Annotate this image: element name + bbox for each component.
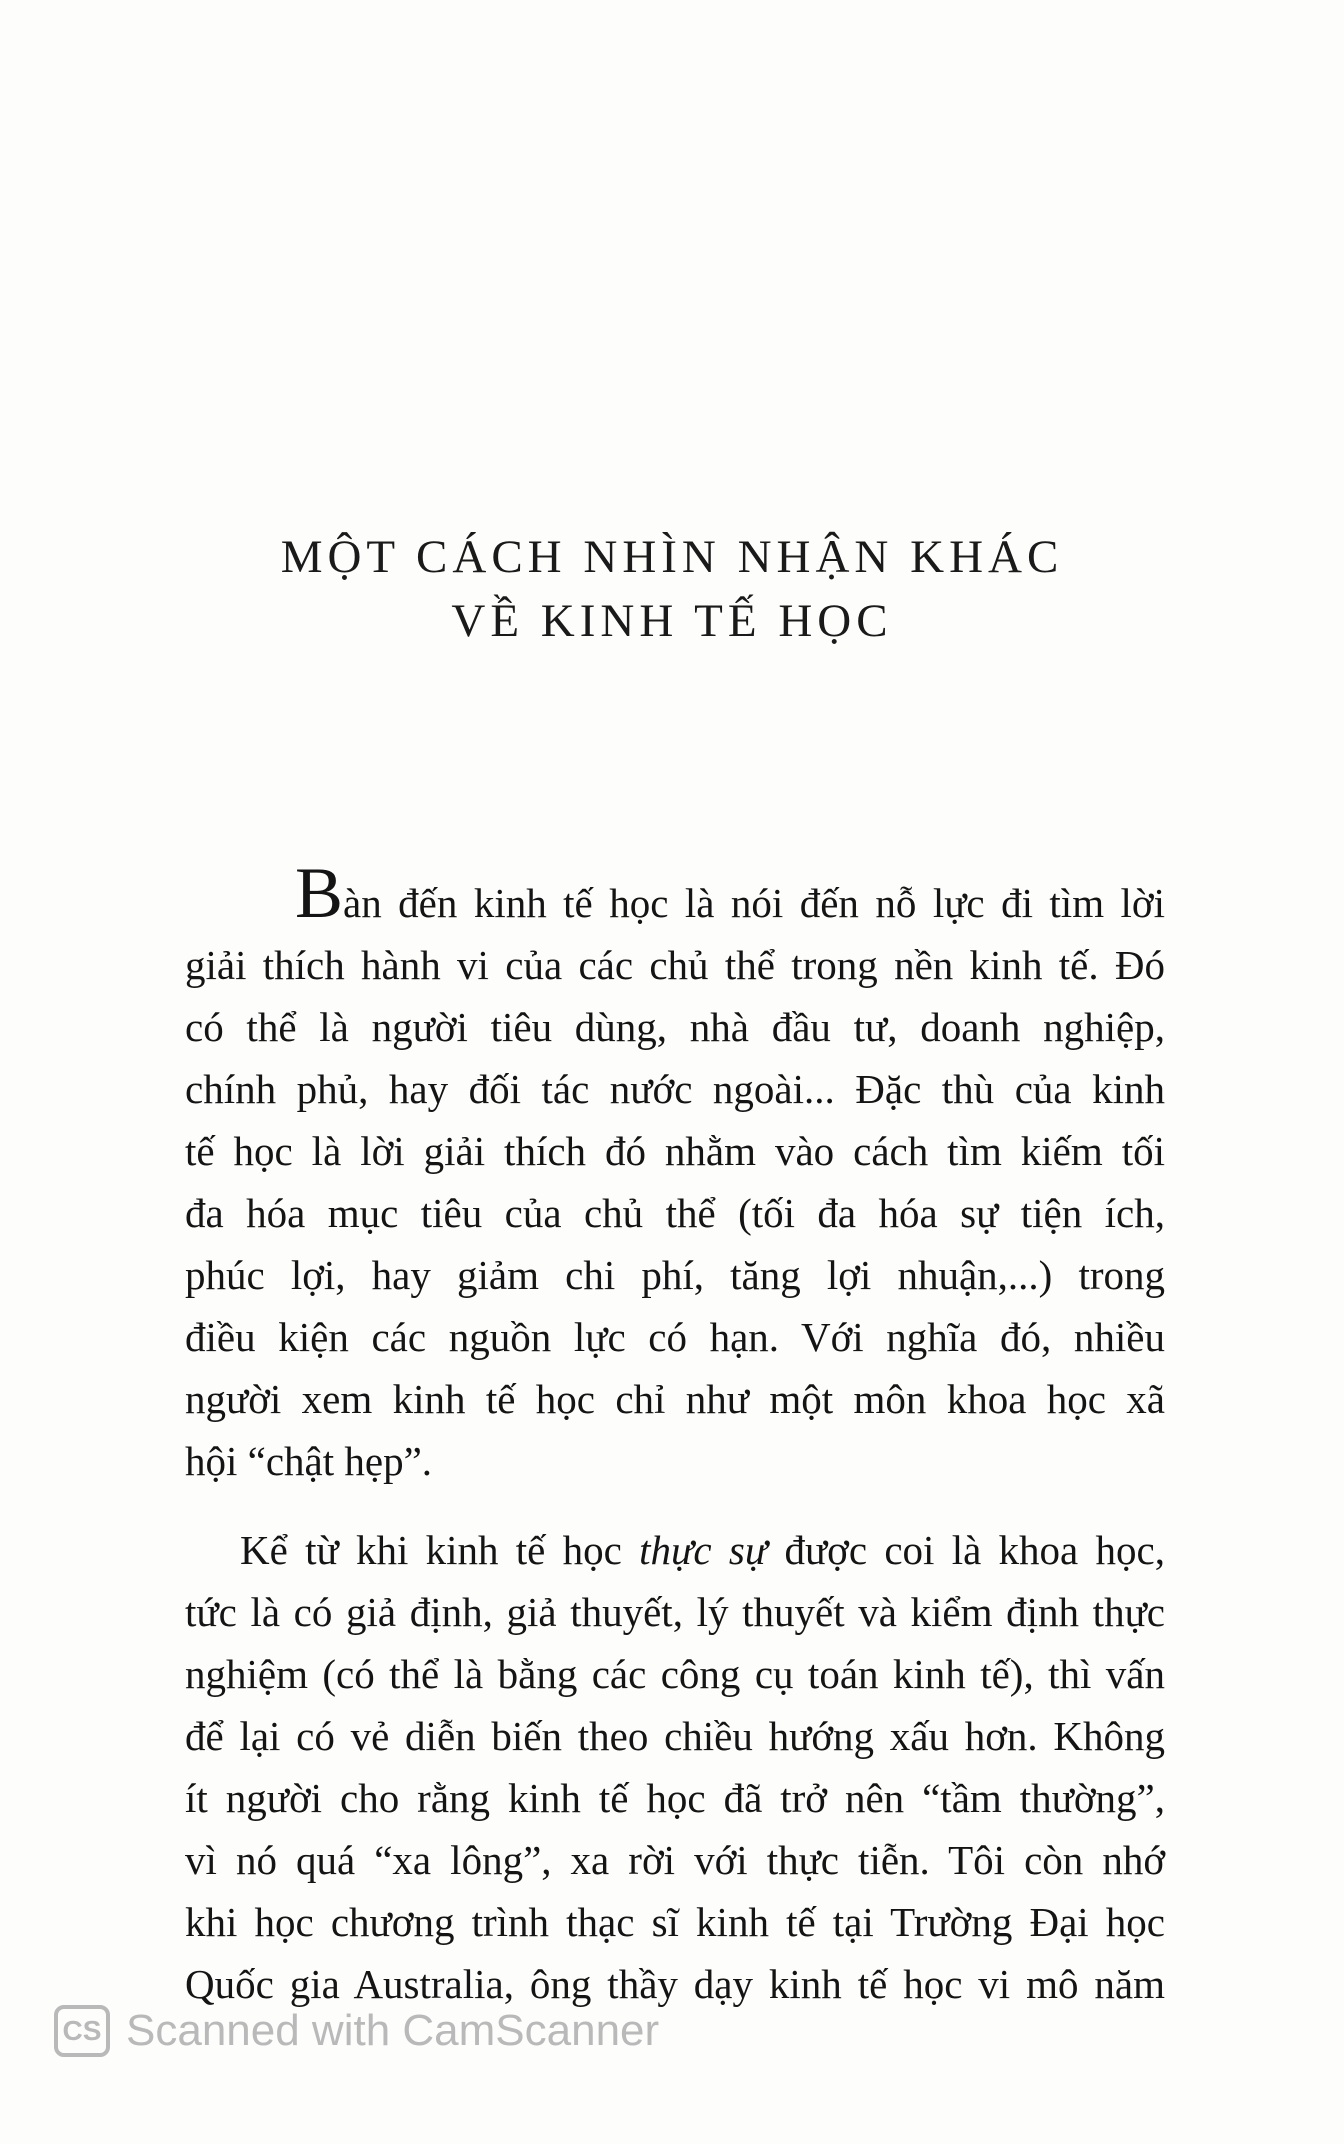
text-line (185, 853, 1165, 934)
text-line: tức là có giả định, giả thuyết, lý thuyết và kiểm định thực (185, 1589, 1165, 1635)
text-line: phúc lợi, hay giảm chi phí, tăng lợi nhuận,...) trong (185, 1252, 1165, 1298)
chapter-title-line-2: VỀ KINH TẾ HỌC (451, 595, 893, 647)
text-line: chính phủ, hay đối tác nước ngoài... Đặc thù của kinh (185, 1066, 1165, 1112)
paragraph-2 (185, 1519, 1165, 2015)
text-line: có thể là người tiêu dùng, nhà đầu tư, doanh nghiệp, (185, 1004, 1165, 1050)
text-line: khi học chương trình thạc sĩ kinh tế tại Trường Đại học (185, 1899, 1165, 1945)
italic-emphasis: thực sự (639, 1527, 768, 1573)
text-segment: được coi là khoa học, (767, 1527, 1165, 1573)
chapter-title-line-1: MỘT CÁCH NHÌN NHẬN KHÁC (280, 531, 1064, 583)
text-line: người xem kinh tế học chỉ như một môn khoa học xã (185, 1376, 1165, 1422)
text-segment: Kể từ khi kinh tế học (240, 1527, 640, 1573)
paragraph-1 (185, 853, 1165, 1492)
text-line: đa hóa mục tiêu của chủ thể (tối đa hóa sự tiện ích, (185, 1190, 1165, 1236)
text-line: để lại có vẻ diễn biến theo chiều hướng xấu hơn. Không (185, 1713, 1165, 1759)
text-line (185, 1519, 1165, 1581)
text-line: điều kiện các nguồn lực có hạn. Với nghĩa đó, nhiều (185, 1314, 1165, 1360)
text-line: nghiệm (có thể là bằng các công cụ toán kinh tế), thì vấn (185, 1651, 1165, 1697)
text-line: Quốc gia Australia, ông thầy dạy kinh tế học vi mô năm (185, 1961, 1165, 2007)
watermark-text: Scanned with CamScanner (126, 2006, 660, 2055)
text-line: giải thích hành vi của các chủ thể trong nền kinh tế. Đó (185, 942, 1165, 988)
text-line: vì nó quá “xa lông”, xa rời với thực tiễn. Tôi còn nhớ (185, 1837, 1165, 1883)
text-line: tế học là lời giải thích đó nhằm vào cách tìm kiếm tối (185, 1128, 1165, 1174)
text-line: ít người cho rằng kinh tế học đã trở nên “tầm thường”, (185, 1775, 1165, 1821)
text-line-content: àn đến kinh tế học là nói đến nỗ lực đi tìm lời (343, 880, 1165, 926)
camscanner-logo-icon: CS (54, 2005, 110, 2057)
text-line: hội “chật hẹp”. (185, 1438, 433, 1484)
camscanner-watermark (54, 2005, 659, 2057)
drop-cap: B (295, 853, 344, 933)
